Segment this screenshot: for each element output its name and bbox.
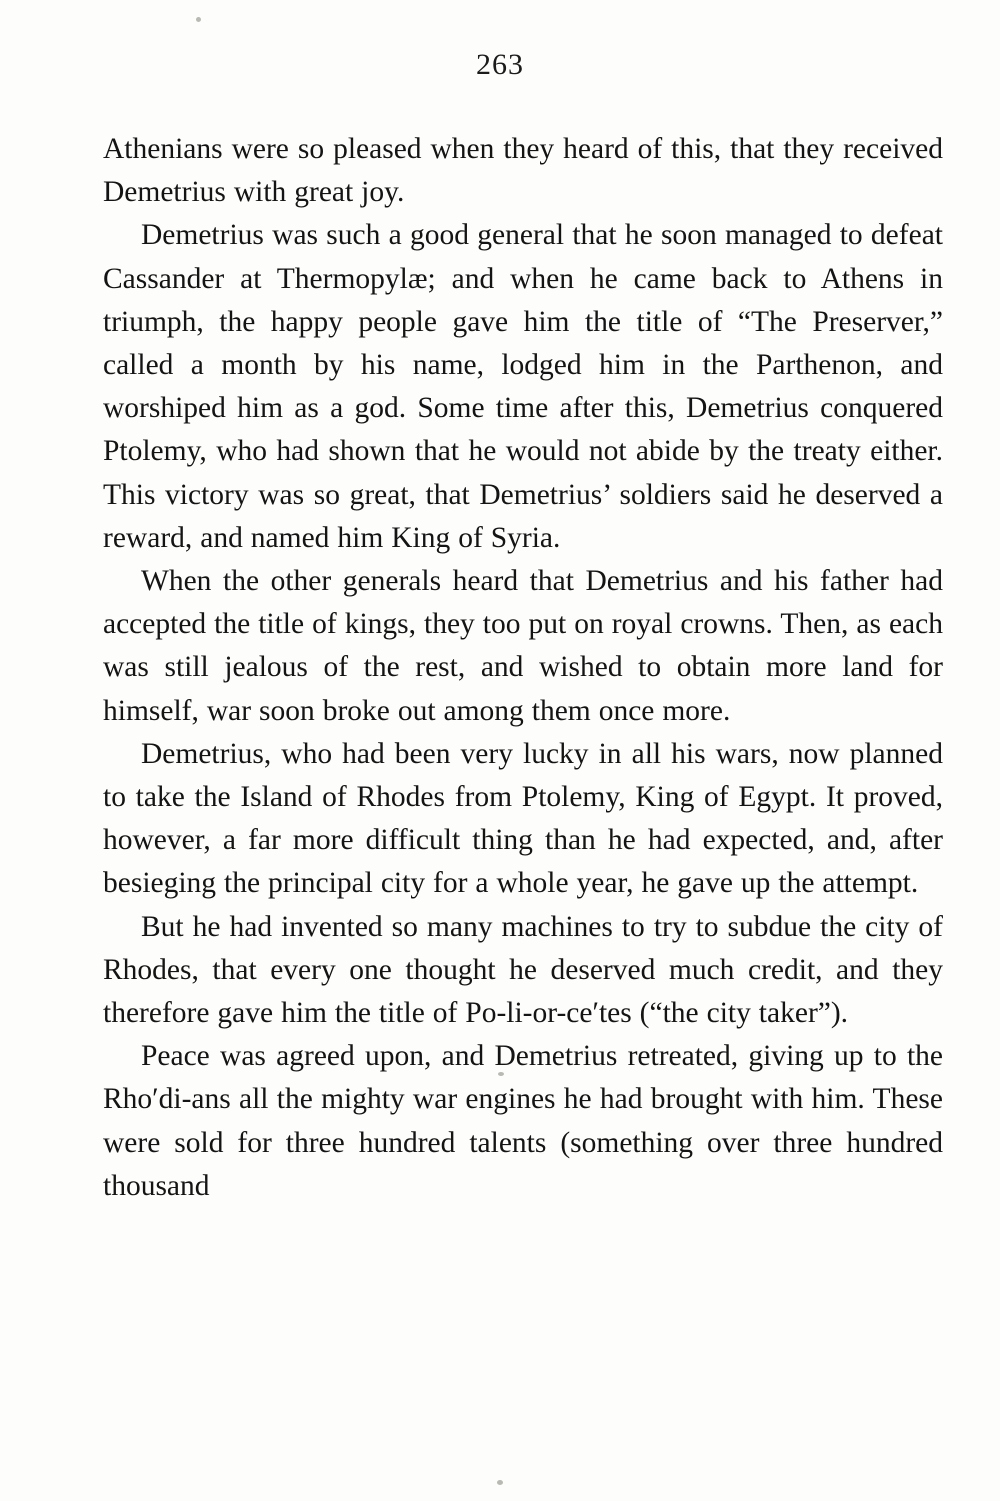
paper-speck bbox=[196, 17, 201, 22]
paragraph-6: Peace was agreed upon, and Demetrius retreated, giving up to the Rho′di-ans all the mighty war engines he had brought with him. These were sold for three hundred talents (something over three hundred thousand bbox=[103, 1040, 943, 1202]
paper-speck bbox=[497, 1480, 503, 1485]
paragraph-5: But he had invented so many machines to try to subdue the city of Rhodes, that every one thought he deserved much credit, and they therefore gave him the title of Po-li-or-ce′tes (“the city taker”). bbox=[103, 910, 943, 1030]
page-body bbox=[103, 128, 943, 1208]
paragraph-4: Demetrius, who had been very lucky in all his wars, now planned to take the Island of Rhodes from Ptolemy, King of Egypt. It proved, however, a far more difficult thing than he had expected, and, after besieging the principal city for a whole year, he gave up the attempt. bbox=[103, 737, 943, 900]
paragraph-3: When the other generals heard that Demetrius and his father had accepted the title of kings, they too put on royal crowns. Then, as each was still jealous of the rest, and wished to obtain more land for himself, war soon broke out among them once more. bbox=[103, 565, 943, 727]
paragraph-1: Athenians were so pleased when they heard of this, that they received Demetrius with great joy. bbox=[103, 133, 943, 209]
paragraph-2: Demetrius was such a good general that he soon managed to defeat Cassander at Thermopylæ; and when he came back to Athens in triumph, the happy people gave him the title of “The Preserver,” called a month by his name, lodged him in the Parthenon, and worshiped him as a god. Some time after this, Demetrius conquered Ptolemy, who had shown that he would not abide by the treaty either. This victory was so great, that Demetrius’ soldiers said he deserved a reward, and named him King of Syria. bbox=[103, 219, 943, 554]
page-number: 263 bbox=[476, 48, 524, 81]
